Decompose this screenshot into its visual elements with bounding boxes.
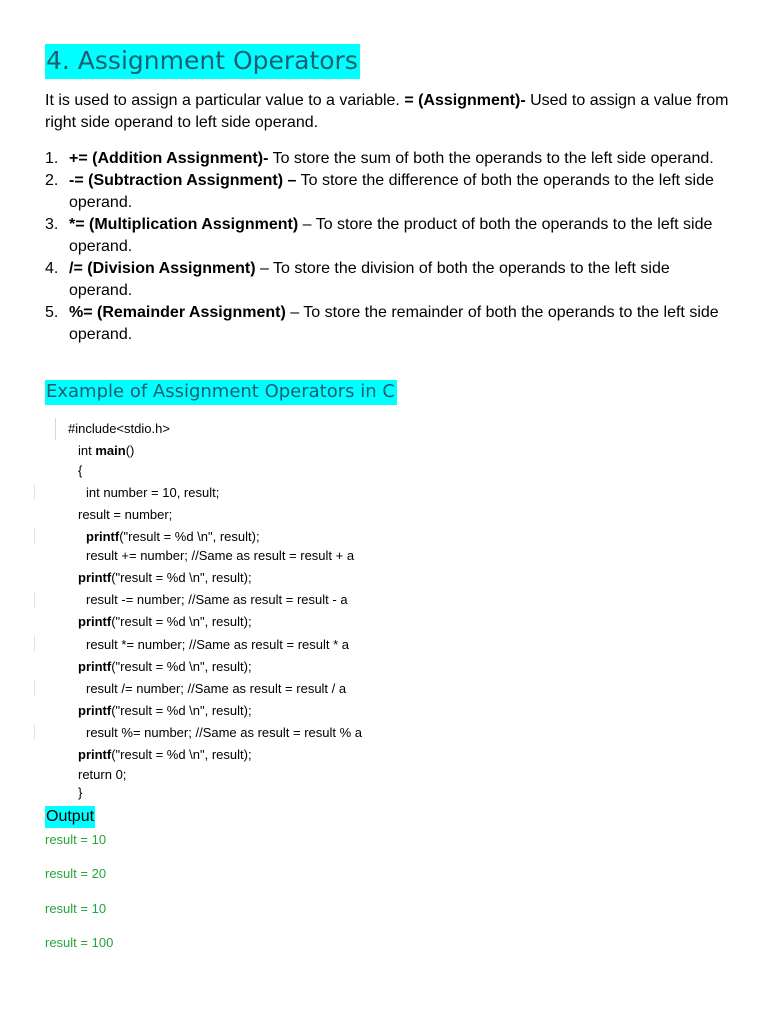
list-number: 1. [45, 150, 59, 167]
output-heading: Output [45, 806, 95, 828]
operator-name: /= (Division Assignment) [69, 260, 256, 277]
code-gutter-line [34, 680, 35, 696]
intro-text: It is used to assign a particular value to a variable. [45, 92, 405, 109]
code-line: printf("result = %d \n", result); [86, 529, 260, 544]
output-line: result = 20 [45, 866, 107, 881]
output-line: result = 100 [45, 935, 114, 950]
output-line: result = 10 [45, 832, 107, 847]
example-heading: Example of Assignment Operators in C [45, 380, 397, 405]
code-line: return 0; [78, 767, 127, 782]
list-number: 3. [45, 216, 59, 233]
code-line: printf("result = %d \n", result); [78, 570, 252, 585]
code-line: result %= number; //Same as result = result % a [86, 725, 363, 740]
list-item [45, 302, 735, 346]
code-line: int number = 10, result; [86, 485, 220, 500]
code-line: { [78, 463, 83, 478]
code-gutter-line [34, 724, 35, 740]
code-line: result *= number; //Same as result = result * a [86, 637, 350, 652]
code-line: printf("result = %d \n", result); [78, 614, 252, 629]
operator-name: *= (Multiplication Assignment) [69, 216, 299, 233]
code-line: #include<stdio.h> [68, 421, 170, 436]
list-number: 5. [45, 304, 59, 321]
code-line: result = number; [78, 507, 173, 522]
code-line: printf("result = %d \n", result); [78, 747, 252, 762]
output-line: result = 10 [45, 901, 107, 916]
list-item [45, 214, 735, 258]
operator-name: -= (Subtraction Assignment) – [69, 172, 297, 189]
operator-description: – To store the product of both the operands to the left side operand. [69, 216, 713, 255]
code-line: result /= number; //Same as result = result / a [86, 681, 347, 696]
intro-operator: = (Assignment)- [404, 92, 526, 109]
intro-paragraph [45, 90, 735, 134]
operator-description: To store the difference of both the operands to the left side operand. [69, 172, 714, 211]
code-gutter-line [55, 418, 56, 440]
code-gutter-line [34, 528, 35, 544]
operator-description: – To store the division of both the operands to the left side operand. [69, 260, 670, 299]
list-item [45, 258, 735, 302]
code-gutter-line [34, 635, 35, 651]
code-line: printf("result = %d \n", result); [78, 703, 252, 718]
list-item [45, 148, 735, 170]
code-line: result += number; //Same as result = result + a [86, 548, 355, 563]
operator-description: To store the sum of both the operands to the left side operand. [268, 150, 714, 167]
code-gutter-line [34, 591, 35, 607]
list-number: 4. [45, 260, 59, 277]
code-gutter-line [34, 484, 35, 500]
code-line: int main() [78, 443, 135, 458]
code-line: } [78, 785, 83, 800]
list-number: 2. [45, 172, 59, 189]
operator-list [45, 148, 735, 346]
code-line: printf("result = %d \n", result); [78, 659, 252, 674]
list-item [45, 170, 735, 214]
operator-description: – To store the remainder of both the operands to the left side operand. [69, 304, 719, 343]
code-line: result -= number; //Same as result = result - a [86, 592, 348, 607]
page-title: 4. Assignment Operators [45, 44, 360, 79]
operator-name: %= (Remainder Assignment) [69, 304, 286, 321]
intro-text-rest: Used to assign a value from right side operand to left side operand. [45, 92, 729, 131]
operator-name: += (Addition Assignment)- [69, 150, 269, 167]
